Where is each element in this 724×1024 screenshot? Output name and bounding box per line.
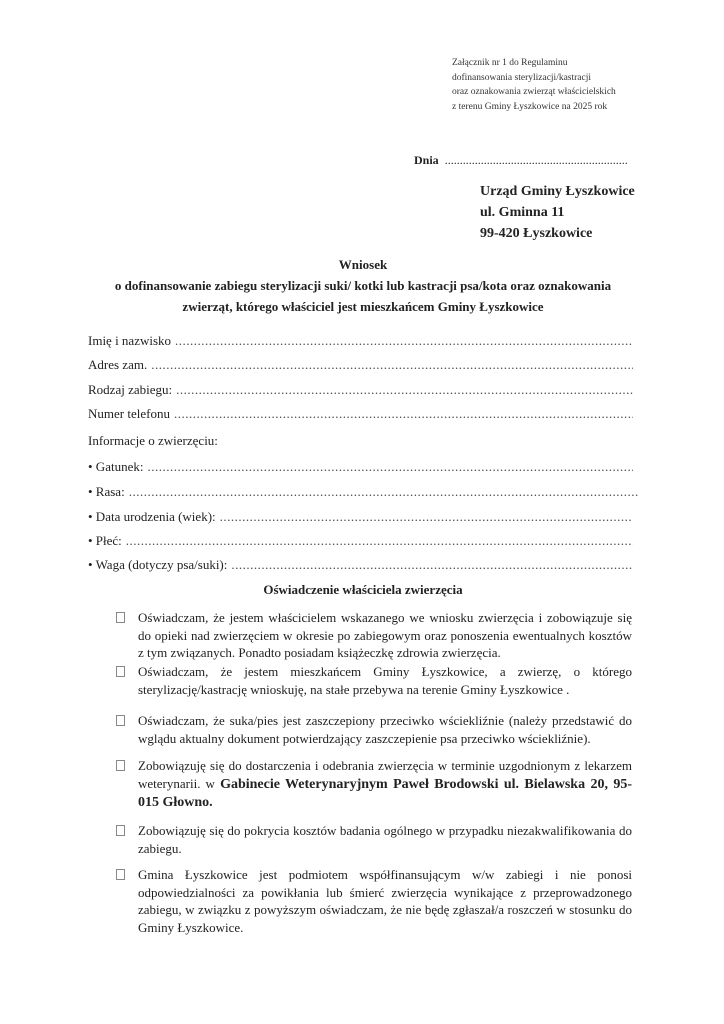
- title-line: o dofinansowanie zabiegu sterylizacji suki/ kotki lub kastracji psa/kota oraz oznakowania: [114, 278, 612, 293]
- attachment-line: z terenu Gminy Łyszkowice na 2025 rok: [452, 101, 608, 112]
- sex-field[interactable]: [88, 533, 633, 549]
- title-line: zwierząt, którego właściciel jest mieszkańcem Gminy Łyszkowice: [182, 299, 544, 314]
- checkbox[interactable]: [116, 715, 125, 726]
- checkbox[interactable]: [116, 825, 125, 836]
- clinic-address: Gabinecie Weterynaryjnym Paweł Brodowski ul. Bielawska 20, 95-015 Głowno.: [138, 776, 632, 810]
- recipient-line: ul. Gminna 11: [480, 205, 565, 220]
- statement-item: [114, 757, 632, 812]
- statement-item: [114, 712, 632, 747]
- field-label: • Gatunek:: [88, 459, 144, 474]
- attachment-line: oraz oznakowania zwierząt właścicielskich: [452, 87, 616, 97]
- date-field[interactable]: [414, 153, 628, 168]
- field-dots: [176, 382, 633, 398]
- checkbox[interactable]: [116, 666, 125, 677]
- declaration-heading: Oświadczenie właściciela zwierzęcia: [263, 582, 463, 597]
- field-dots: [126, 533, 633, 549]
- field-dots: [231, 557, 633, 573]
- statement-item: [114, 609, 632, 662]
- attachment-note: [452, 56, 616, 114]
- field-dots: [220, 509, 633, 525]
- field-label: • Płeć:: [88, 533, 122, 548]
- phone-field[interactable]: [88, 406, 633, 422]
- field-label: • Waga (dotyczy psa/suki):: [88, 557, 228, 572]
- weight-field[interactable]: [88, 557, 633, 573]
- title-line: Wniosek: [338, 257, 388, 272]
- statement-item: [114, 822, 632, 857]
- field-dots: [175, 333, 633, 349]
- birthdate-field[interactable]: [88, 509, 633, 525]
- date-dots: .............................................................: [444, 153, 628, 167]
- recipient-line: Urząd Gminy Łyszkowice: [480, 184, 635, 199]
- name-field[interactable]: [88, 333, 633, 349]
- statement-plain: Zobowiązuję się do dostarczenia i odebrania zwierzęcia w terminie uzgodnionym z lekarzem weterynarii. w: [138, 758, 632, 791]
- field-label: Numer telefonu: [88, 406, 170, 421]
- statement-item: [114, 866, 632, 936]
- statement-text: Zobowiązuję się do pokrycia kosztów badania ogólnego w przypadku niezakwalifikowania do zabiegu.: [138, 823, 632, 856]
- statement-text: [138, 757, 632, 812]
- statement-text: Gmina Łyszkowice jest podmiotem współfinansującym w/w zabiegi i nie ponosi odpowiedzialności za powikłania lub śmierć zwierzęcia wynikające z przeprowadzonego zabiegu, w związku z powyższym oświadczam, że nie będę zgłaszał/a roszczeń w stosunku do Gminy Łyszkowice.: [138, 867, 632, 935]
- field-label: Rodzaj zabiegu:: [88, 382, 173, 397]
- field-dots: [151, 357, 633, 373]
- recipient-line: 99-420 Łyszkowice: [480, 226, 593, 241]
- field-dots: [174, 406, 633, 422]
- document-title: [60, 254, 666, 317]
- field-label: Imię i nazwisko: [88, 333, 172, 348]
- field-dots: [147, 459, 633, 475]
- statement-text: Oświadczam, że suka/pies jest zaszczepiony przeciwko wściekliźnie (należy przedstawić do wglądu aktualny dokument potwierdzający zaszczepienie psa przeciwko wściekliźnie).: [138, 713, 632, 746]
- recipient-address: [480, 181, 635, 244]
- checkbox[interactable]: [116, 869, 125, 880]
- attachment-line: dofinansowania sterylizacji/kastracji: [452, 72, 592, 83]
- statement-text: Oświadczam, że jestem właścicielem wskazanego we wniosku zwierzęcia i zobowiązuje się do opieki nad zwierzęciem w okresie po zabiegowym oraz ponoszenia ewentualnych kosztów z tym związanych. Ponadto posiadam książeczkę zdrowia zwierzęcia.: [138, 610, 632, 660]
- statement-text: Oświadczam, że jestem mieszkańcem Gminy Łyszkowice, a zwierzę, o którego sterylizację/kastrację wnioskuję, na stałe przebywa na terenie Gminy Łyszkowice .: [138, 664, 632, 697]
- procedure-type-field[interactable]: [88, 382, 633, 398]
- attachment-line: Załącznik nr 1 do Regulaminu: [452, 58, 568, 68]
- field-dots: [129, 484, 638, 500]
- field-label: • Data urodzenia (wiek):: [88, 509, 216, 524]
- species-field[interactable]: [88, 459, 633, 475]
- field-label: Adres zam.: [88, 357, 148, 372]
- checkbox[interactable]: [116, 760, 125, 771]
- address-field[interactable]: [88, 357, 633, 373]
- field-label: • Rasa:: [88, 484, 125, 499]
- animal-info-label: Informacje o zwierzęciu:: [88, 433, 218, 448]
- statement-item: [114, 663, 632, 698]
- date-label: Dnia: [414, 153, 439, 167]
- breed-field[interactable]: [88, 484, 638, 500]
- checkbox[interactable]: [116, 612, 125, 623]
